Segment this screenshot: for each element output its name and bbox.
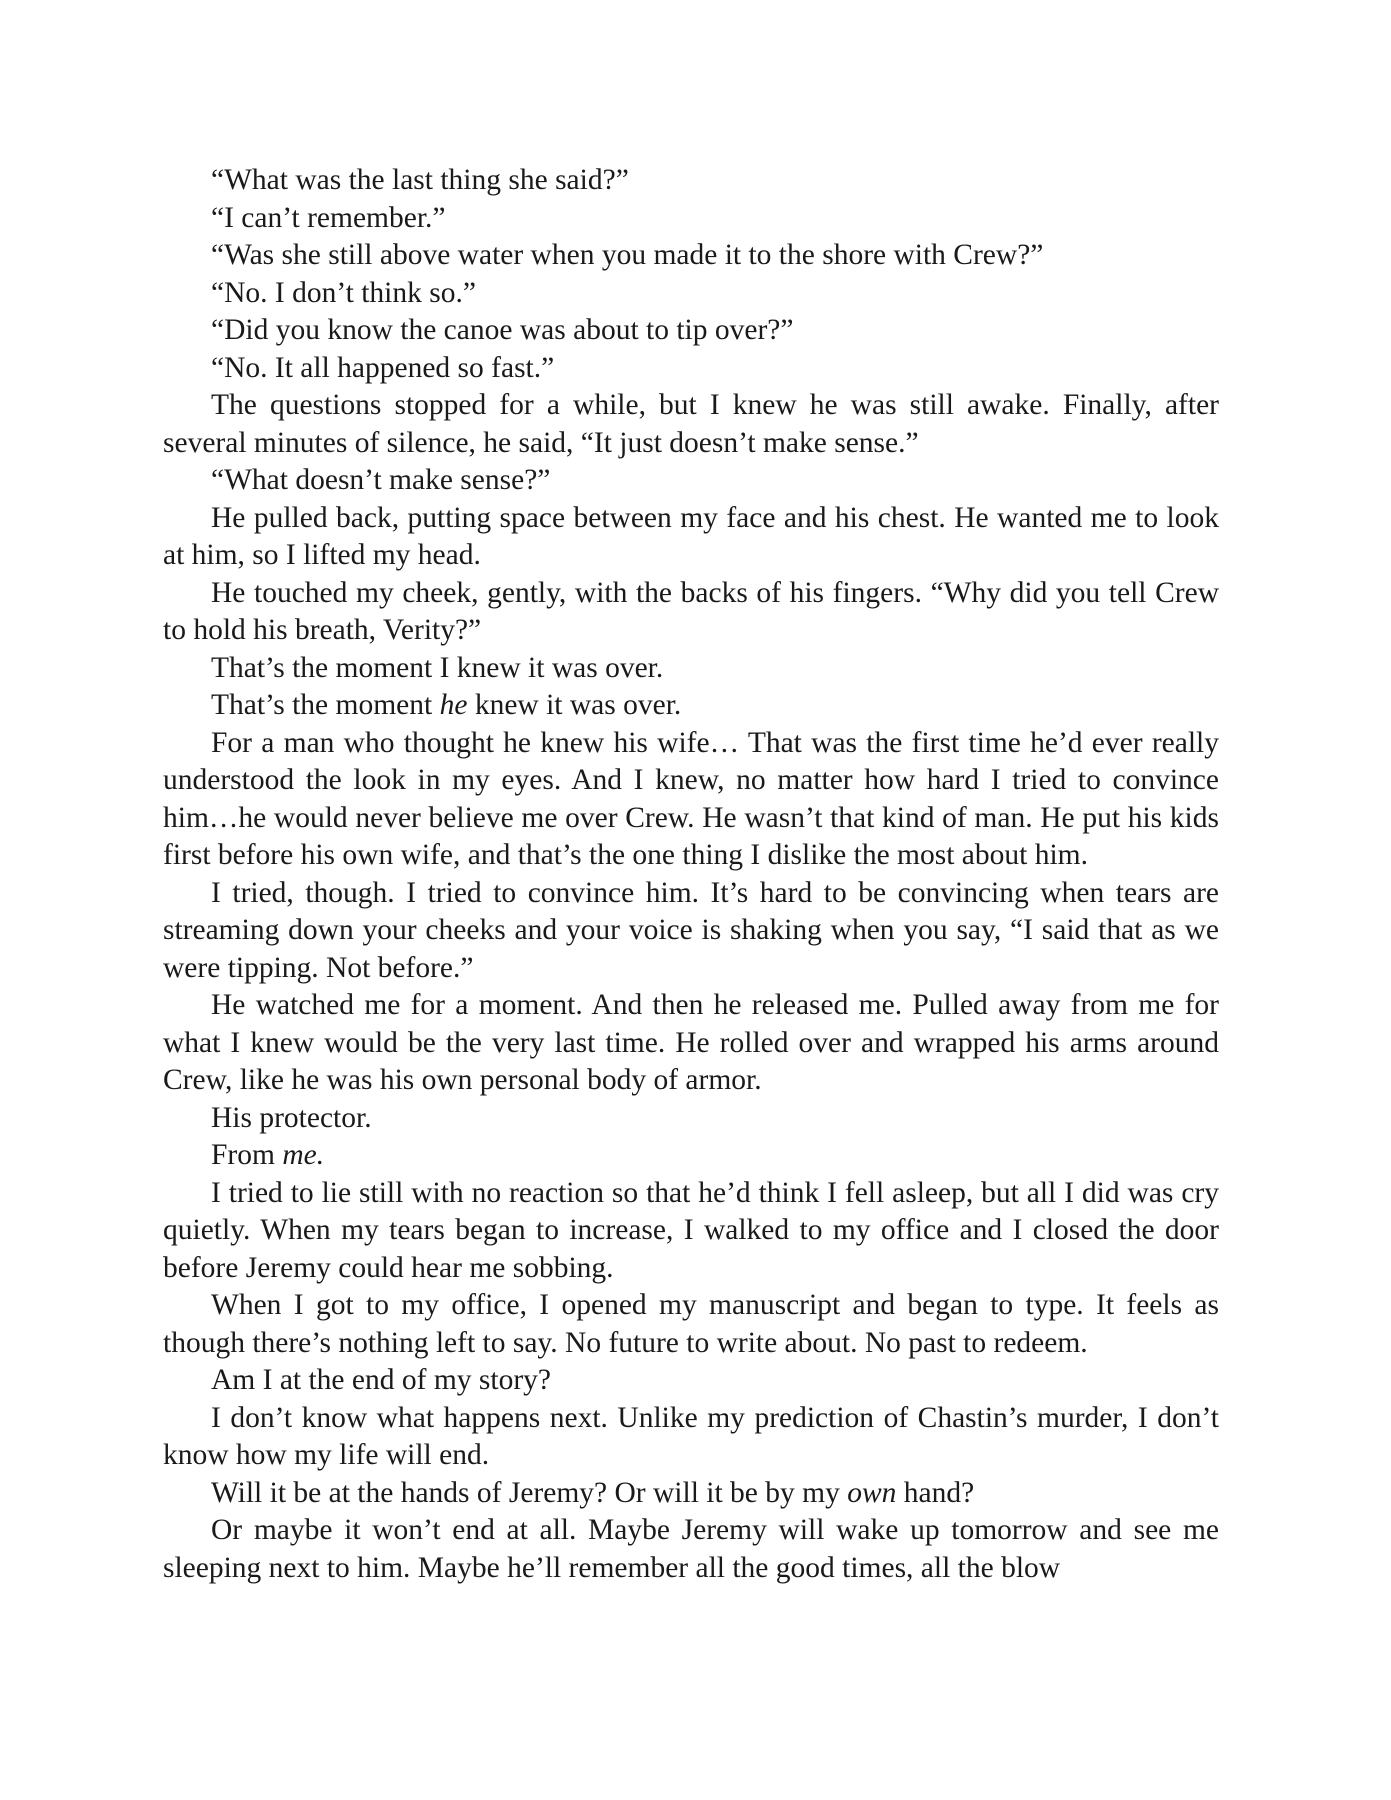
text-run: Or maybe it won’t end at all. Maybe Jeremy will wake up tomorrow and see me sleeping next to him. Maybe he’ll remember all the good times, all the blow	[163, 1514, 1219, 1584]
emphasis-run: he	[439, 689, 468, 721]
paragraph	[163, 500, 1219, 575]
paragraph	[163, 1362, 1219, 1400]
text-run: The questions stopped for a while, but I knew he was still awake. Finally, after several minutes of silence, he said, “It just doesn’t make sense.”	[163, 389, 1219, 459]
paragraph	[163, 312, 1219, 350]
text-run: “What doesn’t make sense?”	[211, 464, 551, 496]
paragraph	[163, 875, 1219, 988]
paragraph	[163, 725, 1219, 875]
paragraph	[163, 1512, 1219, 1587]
text-run: He pulled back, putting space between my face and his chest. He wanted me to look at him, so I lifted my head.	[163, 501, 1219, 571]
paragraph	[163, 987, 1219, 1100]
text-run: “No. I don’t think so.”	[211, 276, 476, 309]
paragraph	[163, 462, 1219, 500]
text-run: For a man who thought he knew his wife… That was the first time he’d ever really understood the look in my eyes. And I knew, no matter how hard I tried to convince him…he would never believe me over Crew. He wasn’t that kind of man. He put his kids first before his own wife, and that’s the one thing I dislike the most about him.	[163, 726, 1219, 871]
text-run: “I can’t remember.”	[211, 201, 446, 234]
paragraph	[163, 350, 1219, 388]
paragraph	[163, 275, 1219, 313]
paragraph	[163, 575, 1219, 650]
text-run: “Did you know the canoe was about to tip over?”	[211, 314, 794, 346]
paragraph	[163, 1100, 1219, 1138]
text-run: His protector.	[211, 1101, 372, 1134]
text-run: Will it be at the hands of Jeremy? Or will it be by my	[211, 1476, 848, 1509]
paragraph	[163, 200, 1219, 238]
paragraph	[163, 237, 1219, 275]
paragraph	[163, 1137, 1219, 1175]
paragraph	[163, 162, 1219, 200]
text-run: “What was the last thing she said?”	[211, 164, 629, 196]
text-run: That’s the moment	[211, 689, 440, 721]
text-run: knew it was over.	[467, 689, 682, 721]
paragraph	[163, 687, 1219, 725]
text-run: “No. It all happened so fast.”	[211, 351, 555, 384]
text-run: He watched me for a moment. And then he released me. Pulled away from me for what I knew would be the very last time. He rolled over and wrapped his arms around Crew, like he was his own personal body of armor.	[163, 989, 1219, 1096]
text-run: I tried, though. I tried to convince him. It’s hard to be convincing when tears are streaming down your cheeks and your voice is shaking when you say, “I said that as we were tipping. Not before.”	[163, 876, 1219, 984]
text-run: I tried to lie still with no reaction so that he’d think I fell asleep, but all I did was cry quietly. When my tears began to increase, I walked to my office and I closed the door before Jeremy could hear me sobbing.	[163, 1176, 1219, 1284]
text-run: Am I at the end of my story?	[211, 1364, 551, 1396]
emphasis-run: own	[847, 1476, 897, 1509]
paragraph	[163, 1400, 1219, 1475]
paragraph	[163, 1475, 1219, 1513]
text-run: He touched my cheek, gently, with the backs of his fingers. “Why did you tell Crew to hold his breath, Verity?”	[163, 576, 1219, 646]
text-run: I don’t know what happens next. Unlike my prediction of Chastin’s murder, I don’t know how my life will end.	[163, 1401, 1219, 1471]
text-run: hand?	[896, 1476, 975, 1509]
emphasis-run: me.	[282, 1139, 325, 1171]
paragraph	[163, 1287, 1219, 1362]
body-text	[163, 162, 1219, 1587]
text-run: From	[211, 1139, 283, 1171]
text-run: When I got to my office, I opened my manuscript and began to type. It feels as though there’s nothing left to say. No future to write about. No past to redeem.	[163, 1289, 1219, 1359]
paragraph	[163, 387, 1219, 462]
paragraph	[163, 1175, 1219, 1288]
paragraph	[163, 650, 1219, 688]
text-run: “Was she still above water when you made it to the shore with Crew?”	[211, 239, 1044, 271]
text-run: That’s the moment I knew it was over.	[211, 651, 664, 684]
